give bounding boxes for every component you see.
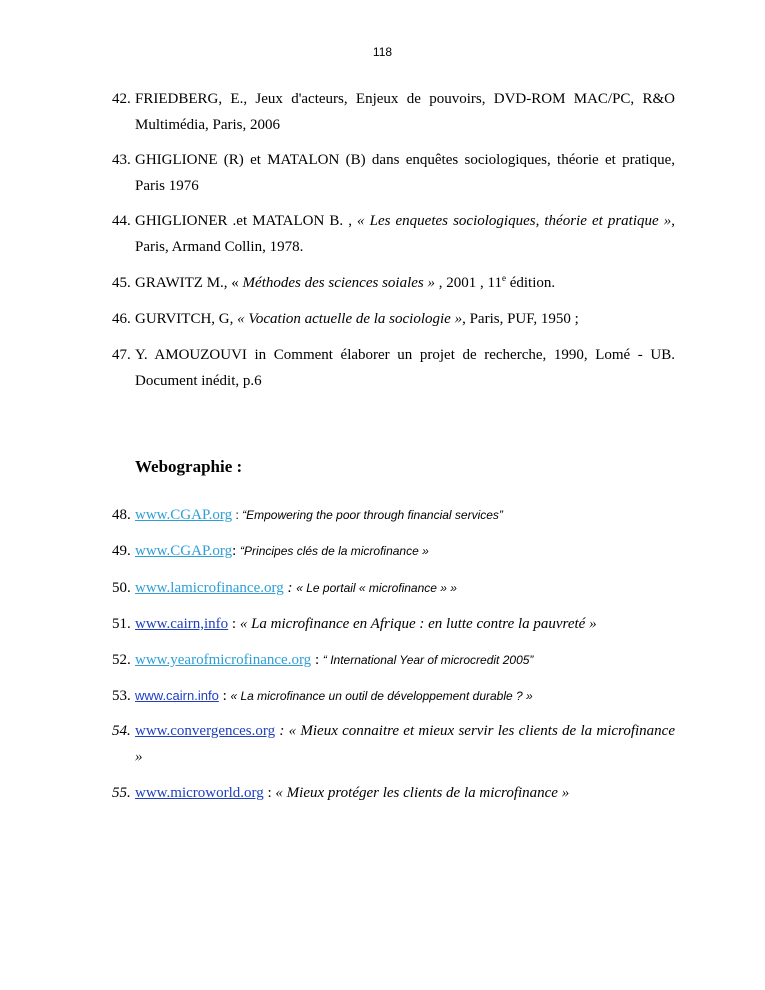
reference-item-47: [112, 342, 675, 394]
reference-number: 52.: [112, 652, 131, 668]
web-reference-item-54: [112, 718, 675, 770]
reference-details: , Paris, Armand Collin, 1978.: [135, 213, 675, 255]
reference-number: 46.: [112, 311, 131, 327]
web-reference-item-52: [112, 647, 675, 673]
reference-text: [135, 270, 675, 296]
reference-text: [135, 683, 675, 709]
reference-title: « Les enquetes sociologiques, théorie et pratique »: [357, 213, 672, 229]
separator: :: [263, 785, 276, 801]
web-link-microworld[interactable]: www.microworld.org: [135, 785, 264, 801]
separator: :: [228, 616, 240, 632]
web-description: « Mieux protéger les clients de la microfinance »: [275, 785, 570, 801]
reference-author: GHIGLIONER .et MATALON B. ,: [135, 213, 358, 229]
reference-item-46: [112, 306, 675, 332]
superscript: e: [501, 273, 506, 283]
reference-number: 50.: [112, 580, 131, 596]
reference-number: 45.: [112, 275, 131, 291]
reference-text: [135, 718, 675, 770]
reference-author: GURVITCH, G,: [135, 311, 238, 327]
web-reference-item-50: [112, 575, 675, 601]
reference-number: 51.: [112, 616, 131, 632]
reference-item-45: [112, 270, 675, 296]
reference-item-43: [112, 147, 675, 199]
separator: :: [232, 508, 243, 522]
reference-author: GRAWITZ M., «: [135, 275, 243, 291]
separator: :: [311, 652, 323, 668]
reference-item-42: [112, 86, 675, 138]
web-reference-item-55: [112, 780, 675, 806]
reference-item-44: [112, 208, 675, 260]
reference-number: 53.: [112, 688, 131, 704]
web-link-yearofmicrofinance[interactable]: www.yearofmicrofinance.org: [135, 652, 312, 668]
reference-number: 49.: [112, 543, 131, 559]
separator: :: [283, 580, 297, 596]
reference-text: [135, 306, 675, 332]
reference-details: , Paris, PUF, 1950 ;: [462, 311, 579, 327]
reference-text: [135, 575, 675, 601]
reference-text: [135, 538, 675, 564]
separator: :: [275, 723, 289, 739]
web-link-convergences[interactable]: www.convergences.org: [135, 723, 276, 739]
reference-text: FRIEDBERG, E., Jeux d'acteurs, Enjeux de pouvoirs, DVD-ROM MAC/PC, R&O Multimédia, Paris, 2006: [135, 91, 675, 133]
reference-text: [135, 780, 675, 806]
web-link-cairn[interactable]: www.cairn.info: [135, 688, 219, 703]
reference-details-end: édition.: [505, 275, 556, 291]
web-description: « Le portail « microfinance » »: [296, 581, 457, 595]
web-link-cgap[interactable]: www.CGAP.org: [135, 507, 233, 523]
reference-text: [135, 208, 675, 260]
web-reference-item-48: [112, 502, 675, 528]
reference-details: , 2001 , 11: [438, 275, 502, 291]
reference-text: [135, 502, 675, 528]
reference-number: 54.: [112, 723, 131, 739]
web-link-cgap[interactable]: www.CGAP.org: [135, 543, 233, 559]
web-description: « La microfinance un outil de développement durable ? »: [230, 689, 533, 703]
reference-title: Méthodes des sciences soiales »: [242, 275, 439, 291]
web-description: « La microfinance en Afrique : en lutte contre la pauvreté »: [239, 616, 597, 632]
web-description: « Mieux connaitre et mieux servir les clients de la microfinance »: [135, 723, 675, 765]
reference-number: 42.: [112, 91, 131, 107]
page-number: 118: [372, 45, 393, 59]
reference-text: Y. AMOUZOUVI in Comment élaborer un projet de recherche, 1990, Lomé - UB. Document inédit, p.6: [135, 347, 675, 389]
web-description: “Empowering the poor through financial services”: [242, 508, 503, 522]
reference-number: 55.: [112, 785, 131, 801]
web-reference-item-51: [112, 611, 675, 637]
separator: :: [218, 688, 231, 704]
reference-text: [135, 647, 675, 673]
webography-heading: Webographie :: [135, 457, 243, 476]
reference-number: 43.: [112, 152, 131, 168]
web-description: “ International Year of microcredit 2005”: [322, 653, 534, 667]
reference-number: 44.: [112, 213, 131, 229]
web-link-lamicrofinance[interactable]: www.lamicrofinance.org: [135, 580, 284, 596]
reference-number: 47.: [112, 347, 131, 363]
web-reference-item-49: [112, 538, 675, 564]
separator: :: [232, 543, 241, 559]
reference-text: GHIGLIONE (R) et MATALON (B) dans enquêtes sociologiques, théorie et pratique, Paris 1976: [135, 152, 675, 194]
reference-title: « Vocation actuelle de la sociologie »: [237, 311, 463, 327]
reference-text: [135, 611, 675, 637]
web-description: “Principes clés de la microfinance »: [240, 544, 429, 558]
web-link-cairn[interactable]: www.cairn,info: [135, 616, 229, 632]
web-reference-item-53: [112, 683, 675, 709]
reference-number: 48.: [112, 507, 131, 523]
